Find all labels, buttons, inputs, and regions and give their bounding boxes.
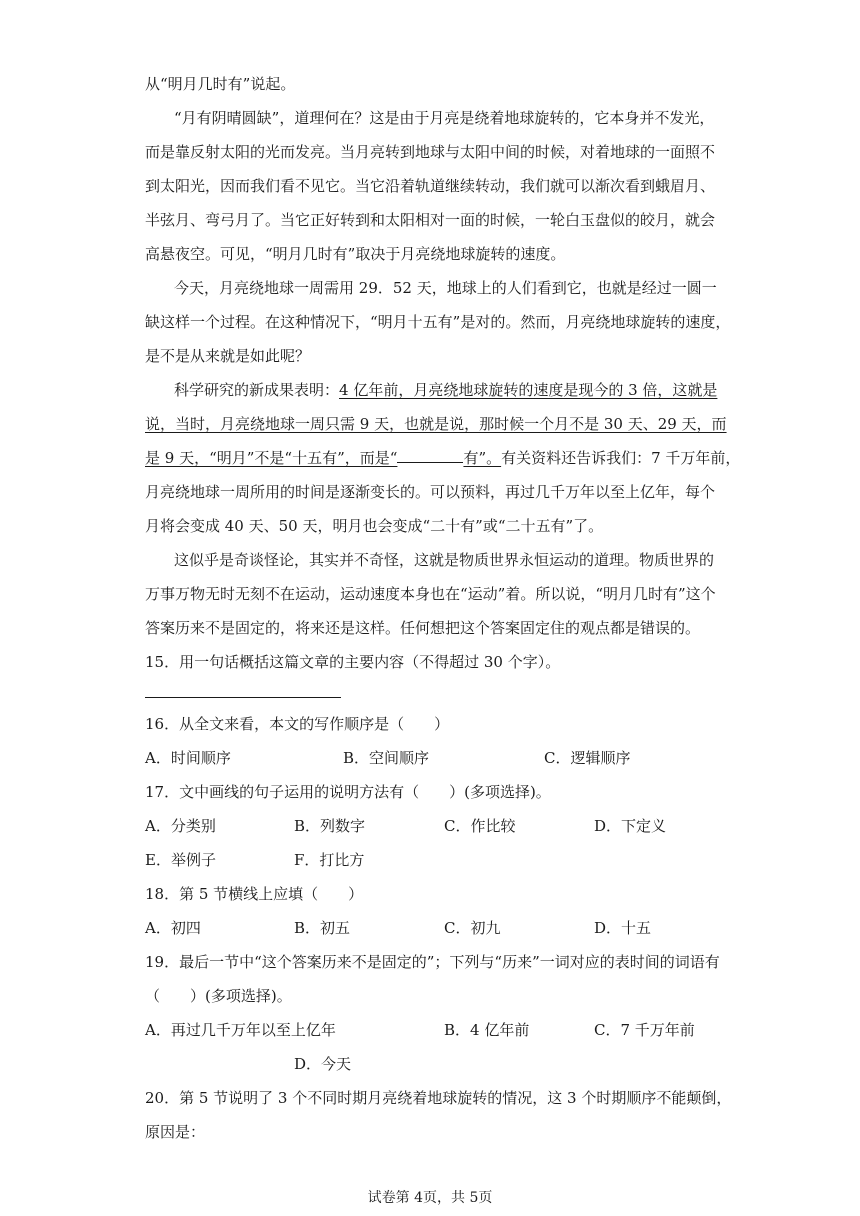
question-16: 16．从全文来看，本文的写作顺序是（ ） xyxy=(145,715,450,733)
underlined-sentence: 有”。 xyxy=(463,449,502,467)
passage-line: 月亮绕地球一周所用的时间是逐渐变长的。可以预料，再过几千万年以至上亿年，每个 xyxy=(145,483,716,501)
underlined-sentence: 说，当时，月亮绕地球一周只需 9 天，也就是说，那时候一个月不是 30 天、29 天，而 xyxy=(145,415,727,433)
option-17-b[interactable]: B．列数字 xyxy=(294,817,366,835)
option-17-d[interactable]: D．下定义 xyxy=(594,817,667,835)
question-17: 17．文中画线的句子运用的说明方法有（ ）(多项选择)。 xyxy=(145,783,551,801)
option-16-b[interactable]: B．空间顺序 xyxy=(343,749,430,767)
passage-line: 答案历来不是固定的，将来还是这样。任何想把这个答案固定住的观点都是错误的。 xyxy=(145,619,701,637)
option-18-c[interactable]: C．初九 xyxy=(444,919,501,937)
question-19-cont: （ ）(多项选择)。 xyxy=(145,987,292,1005)
option-19-b[interactable]: B．4 亿年前 xyxy=(444,1021,530,1039)
option-18-a[interactable]: A．初四 xyxy=(145,919,201,937)
passage-line xyxy=(145,414,727,436)
underlined-sentence: 4 亿年前，月亮绕地球旋转的速度是现今的 3 倍，这就是 xyxy=(339,381,718,399)
passage-line: 今天，月亮绕地球一周需用 29．52 天，地球上的人们看到它，也就是经过一圆一 xyxy=(174,279,717,297)
passage-line: 万事万物无时无刻不在运动，运动速度本身也在“运动”着。所以说，“明月几时有”这个 xyxy=(145,585,716,603)
option-18-d[interactable]: D．十五 xyxy=(594,919,652,937)
option-17-e[interactable]: E．举例子 xyxy=(145,851,216,869)
passage-line: 月将会变成 40 天、50 天，明月也会变成“二十有”或“二十五有”了。 xyxy=(145,517,604,535)
passage-line: 这似乎是奇谈怪论，其实并不奇怪，这就是物质世界永恒运动的道理。物质世界的 xyxy=(174,551,715,569)
passage-line xyxy=(174,380,718,402)
question-18: 18．第 5 节横线上应填（ ） xyxy=(145,885,364,903)
passage-line: 到太阳光，因而我们看不见它。当它沿着轨道继续转动，我们就可以渐次看到蛾眉月、 xyxy=(145,177,716,195)
option-17-a[interactable]: A．分类别 xyxy=(145,817,216,835)
underlined-sentence: 是 9 天，“明月”不是“十五有”，而是“ xyxy=(145,449,398,467)
plain-text: 有关资料还告诉我们：7 千万年前， xyxy=(501,449,741,467)
plain-text: 科学研究的新成果表明： xyxy=(174,381,340,399)
option-16-c[interactable]: C．逻辑顺序 xyxy=(544,749,631,767)
passage-line: 半弦月、弯弓月了。当它正好转到和太阳相对一面的时候，一轮白玉盘似的皎月，就会 xyxy=(145,211,716,229)
question-20-cont: 原因是： xyxy=(145,1123,206,1141)
question-20: 20．第 5 节说明了 3 个不同时期月亮绕着地球旋转的情况，这 3 个时期顺序不能颠倒， xyxy=(145,1089,732,1107)
fill-blank[interactable] xyxy=(397,448,463,463)
option-16-a[interactable]: A．时间顺序 xyxy=(145,749,231,767)
passage-line: 缺这样一个过程。在这种情况下，“明月十五有”是对的。然而，月亮绕地球旋转的速度， xyxy=(145,313,731,331)
option-19-d[interactable]: D．今天 xyxy=(294,1055,352,1073)
question-19: 19．最后一节中“这个答案历来不是固定的”；下列与“历来”一词对应的表时间的词语有 xyxy=(145,953,720,971)
answer-line-15[interactable] xyxy=(145,697,341,698)
passage-line: 从“明月几时有”说起。 xyxy=(145,75,296,93)
option-17-c[interactable]: C．作比较 xyxy=(444,817,516,835)
question-15: 15．用一句话概括这篇文章的主要内容（不得超过 30 个字）。 xyxy=(145,653,561,671)
option-19-c[interactable]: C．7 千万年前 xyxy=(594,1021,695,1039)
passage-line: 高悬夜空。可见，“明月几时有”取决于月亮绕地球旋转的速度。 xyxy=(145,245,566,263)
passage-line xyxy=(145,448,741,470)
passage-line: 是不是从来就是如此呢？ xyxy=(145,347,311,365)
page-footer: 试卷第 4页，共 5页 xyxy=(367,1190,493,1206)
option-19-a[interactable]: A．再过几千万年以至上亿年 xyxy=(145,1021,336,1039)
passage-line: “月有阴晴圆缺”，道理何在？这是由于月亮是绕着地球旋转的，它本身并不发光， xyxy=(174,109,715,127)
passage-line: 而是靠反射太阳的光而发亮。当月亮转到地球与太阳中间的时候，对着地球的一面照不 xyxy=(145,143,716,161)
option-17-f[interactable]: F．打比方 xyxy=(294,851,365,869)
option-18-b[interactable]: B．初五 xyxy=(294,919,351,937)
